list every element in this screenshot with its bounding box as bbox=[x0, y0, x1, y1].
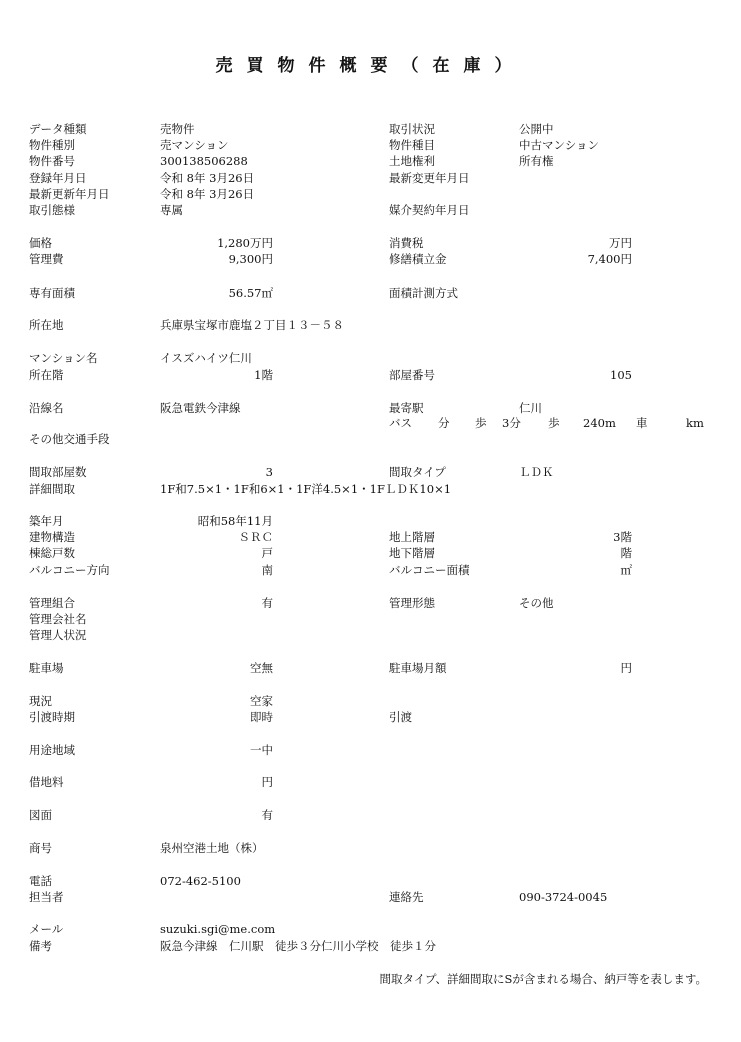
value-torihiki-jokyo: 公開中 bbox=[519, 122, 554, 136]
value-ho-fun: 3分 bbox=[502, 416, 521, 430]
value-chika: 階 bbox=[620, 546, 632, 560]
label-hikiwatashi-jiki: 引渡時期 bbox=[29, 710, 75, 724]
label-shakuchi: 借地料 bbox=[29, 775, 64, 789]
label-sonota-kotsu: その他交通手段 bbox=[29, 432, 110, 446]
label-tochi-kenri: 土地権利 bbox=[389, 154, 435, 168]
value-shosai-madori: 1F和7.5×1・1F和6×1・1F洋4.5×1・1FＬＤＫ10×1 bbox=[160, 482, 452, 496]
label-bukken-bango: 物件番号 bbox=[29, 154, 75, 168]
label-chiku: 築年月 bbox=[29, 514, 64, 528]
label-bus-fun: 分 bbox=[438, 416, 450, 430]
value-ho-m: 240m bbox=[583, 416, 616, 430]
value-shakuchi: 円 bbox=[261, 775, 273, 789]
label-shuzen: 修繕積立金 bbox=[389, 252, 447, 266]
value-mansion: イスズハイツ仁川 bbox=[160, 351, 252, 365]
label-tanto: 担当者 bbox=[29, 890, 64, 904]
value-torihiki-taiyo: 専属 bbox=[160, 203, 183, 217]
value-chiku: 昭和58年11月 bbox=[197, 514, 273, 528]
label-mail: メール bbox=[29, 922, 64, 936]
label-shosai-madori: 詳細間取 bbox=[29, 482, 75, 496]
value-shozaikai: 1階 bbox=[254, 368, 273, 382]
value-kozo: ＳＲＣ bbox=[238, 530, 273, 544]
label-madori-heya: 間取部屋数 bbox=[29, 465, 87, 479]
label-ensen: 沿線名 bbox=[29, 401, 64, 415]
label-shogo: 商号 bbox=[29, 841, 52, 855]
label-ho2: 歩 bbox=[548, 416, 560, 430]
label-kozo: 建物構造 bbox=[29, 530, 75, 544]
value-balcony-hoko: 南 bbox=[261, 563, 273, 577]
value-tososu: 戸 bbox=[261, 546, 273, 560]
value-genkyo: 空家 bbox=[250, 694, 273, 708]
label-ho: 歩 bbox=[475, 416, 487, 430]
footnote: 間取タイプ、詳細間取にSが含まれる場合、納戸等を表します。 bbox=[379, 972, 707, 986]
label-bukken-shumoku: 物件種目 bbox=[389, 138, 435, 152]
label-bukken-shubetsu: 物件種別 bbox=[29, 138, 75, 152]
label-madori-type: 間取タイプ bbox=[389, 465, 446, 479]
label-yoto: 用途地域 bbox=[29, 743, 75, 757]
label-moyori: 最寄駅 bbox=[389, 401, 424, 415]
label-chushajo: 駐車場 bbox=[29, 661, 64, 675]
label-tososu: 棟総戸数 bbox=[29, 546, 75, 560]
value-senyu: 56.57㎡ bbox=[228, 286, 273, 300]
label-bus: バス bbox=[389, 416, 412, 430]
value-madori-heya: 3 bbox=[265, 465, 273, 479]
page-title: 売買物件概要（在庫） bbox=[215, 56, 526, 76]
label-chika: 地下階層 bbox=[389, 546, 435, 560]
value-toroku: 令和 8年 3月26日 bbox=[160, 171, 255, 185]
label-kanrihi: 管理費 bbox=[29, 252, 64, 266]
value-madori-type: ＬＤＫ bbox=[519, 465, 554, 479]
label-kaisha: 管理会社名 bbox=[29, 612, 87, 626]
label-zumen: 図面 bbox=[29, 808, 52, 822]
value-chushajo: 空無 bbox=[250, 661, 273, 675]
value-tochi-kenri: 所有権 bbox=[519, 154, 554, 168]
value-bukken-shumoku: 中古マンション bbox=[519, 138, 599, 152]
label-kakaku: 価格 bbox=[29, 236, 52, 250]
label-menseki-keisoku: 面積計測方式 bbox=[389, 286, 458, 300]
value-ensen: 阪急電鉄今津線 bbox=[160, 401, 241, 415]
value-kumiai: 有 bbox=[261, 596, 273, 610]
label-kumiai: 管理組合 bbox=[29, 596, 75, 610]
label-kuruma: 車 bbox=[636, 416, 648, 430]
value-shohizei: 万円 bbox=[609, 236, 632, 250]
value-shogo: 泉州空港土地（株） bbox=[160, 841, 264, 855]
value-bukken-bango: 300138506288 bbox=[160, 154, 248, 168]
label-renraku: 連絡先 bbox=[389, 890, 424, 904]
label-toroku: 登録年月日 bbox=[29, 171, 87, 185]
value-saishin-koshin: 令和 8年 3月26日 bbox=[160, 187, 255, 201]
label-hikiwatashi: 引渡 bbox=[389, 710, 412, 724]
value-kakaku: 1,280万円 bbox=[217, 236, 273, 250]
label-data-type: データ種類 bbox=[29, 122, 87, 136]
value-shozaichi: 兵庫県宝塚市鹿塩２丁目１３－５８ bbox=[160, 318, 344, 332]
label-biko: 備考 bbox=[29, 939, 52, 953]
value-moyori: 仁川 bbox=[519, 401, 542, 415]
value-heya-bango: 105 bbox=[610, 368, 632, 382]
label-kanrinin: 管理人状況 bbox=[29, 628, 87, 642]
label-saishin-henko: 最新変更年月日 bbox=[389, 171, 470, 185]
label-torihiki-taiyo: 取引態様 bbox=[29, 203, 75, 217]
value-zumen: 有 bbox=[261, 808, 273, 822]
label-shohizei: 消費税 bbox=[389, 236, 424, 250]
label-heya-bango: 部屋番号 bbox=[389, 368, 435, 382]
value-balcony-menseki: ㎡ bbox=[620, 563, 632, 577]
value-biko: 阪急今津線 仁川駅 徒歩３分仁川小学校 徒歩１分 bbox=[160, 939, 436, 953]
label-shozaikai: 所在階 bbox=[29, 368, 64, 382]
label-genkyo: 現況 bbox=[29, 694, 52, 708]
value-keitai: その他 bbox=[519, 596, 554, 610]
label-senyu: 専有面積 bbox=[29, 286, 75, 300]
value-renraku: 090-3724-0045 bbox=[519, 890, 608, 904]
label-baikai: 媒介契約年月日 bbox=[389, 203, 470, 217]
value-bukken-shubetsu: 売マンション bbox=[160, 138, 229, 152]
label-balcony-hoko: バルコニー方向 bbox=[29, 563, 110, 577]
label-km: km bbox=[686, 416, 704, 430]
value-hikiwatashi-jiki: 即時 bbox=[250, 710, 273, 724]
label-mansion: マンション名 bbox=[29, 351, 98, 365]
value-shuzen: 7,400円 bbox=[587, 252, 632, 266]
label-keitai: 管理形態 bbox=[389, 596, 435, 610]
label-torihiki-jokyo: 取引状況 bbox=[389, 122, 435, 136]
label-saishin-koshin: 最新更新年月日 bbox=[29, 187, 110, 201]
value-chushajo-getsu: 円 bbox=[620, 661, 632, 675]
label-denwa: 電話 bbox=[29, 874, 52, 888]
value-mail[interactable]: suzuki.sgi@me.com bbox=[160, 922, 276, 936]
value-chijo: 3階 bbox=[613, 530, 632, 544]
label-shozaichi: 所在地 bbox=[29, 318, 64, 332]
label-balcony-menseki: バルコニー面積 bbox=[389, 563, 470, 577]
label-chijo: 地上階層 bbox=[389, 530, 435, 544]
label-chushajo-getsu: 駐車場月額 bbox=[389, 661, 447, 675]
value-data-type: 売物件 bbox=[160, 122, 195, 136]
value-denwa: 072-462-5100 bbox=[160, 874, 241, 888]
value-yoto: 一中 bbox=[250, 743, 273, 757]
value-kanrihi: 9,300円 bbox=[228, 252, 273, 266]
